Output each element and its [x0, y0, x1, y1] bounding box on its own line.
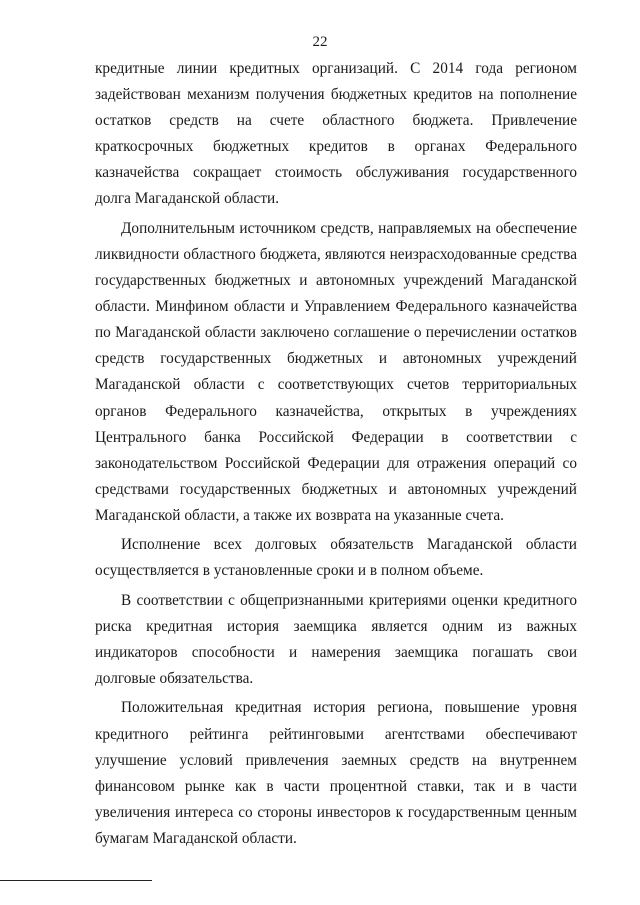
- paragraph-1: кредитные линии кредитных организаций. С 2014 года регионом задействован механизм получения бюджетных кредитов на пополнение остатков средств на счете областного бюджета. Привлечение краткосрочных бюджетных кредитов в органах Федерального казначейства сокращает стоимость обслуживания государственного долга Магаданской области.: [95, 60, 577, 208]
- footnote-separator: [0, 880, 152, 881]
- document-body: [95, 56, 577, 852]
- paragraph-5: Положительная кредитная история региона, повышение уровня кредитного рейтинга рейтинговыми агентствами обеспечивают улучшение условий привлечения заемных средств на внутреннем финансовом рынке как в части процентной ставки, так и в части увеличения интереса со стороны инвесторов к государственным ценным бумагам Магаданской области.: [95, 699, 577, 847]
- paragraph-3: Исполнение всех долговых обязательств Магаданской области осуществляется в установленные сроки и в полном объеме.: [95, 536, 577, 580]
- paragraph-2: Дополнительным источником средств, направляемых на обеспечение ликвидности областного бюджета, являются неизрасходованные средства государственных бюджетных и автономных учреждений Магаданской области. Минфином области и Управлением Федерального казначейства по Магаданской области заключено соглашение о перечислении остатков средств государственных бюджетных и автономных учреждений Магаданской области с соответствующих счетов территориальных органов Федерального казначейства, открытых в учреждениях Центрального банка Российской Федерации в соответствии с законодательством Российской Федерации для отражения операций со средствами государственных бюджетных и автономных учреждений Магаданской области, а также их возврата на указанные счета.: [95, 219, 577, 524]
- paragraph-4: В соответствии с общепризнанными критериями оценки кредитного риска кредитная история заемщика является одним из важных индикаторов способности и намерения заемщика погашать свои долговые обязательства.: [95, 591, 577, 688]
- page-number: 22: [312, 34, 328, 50]
